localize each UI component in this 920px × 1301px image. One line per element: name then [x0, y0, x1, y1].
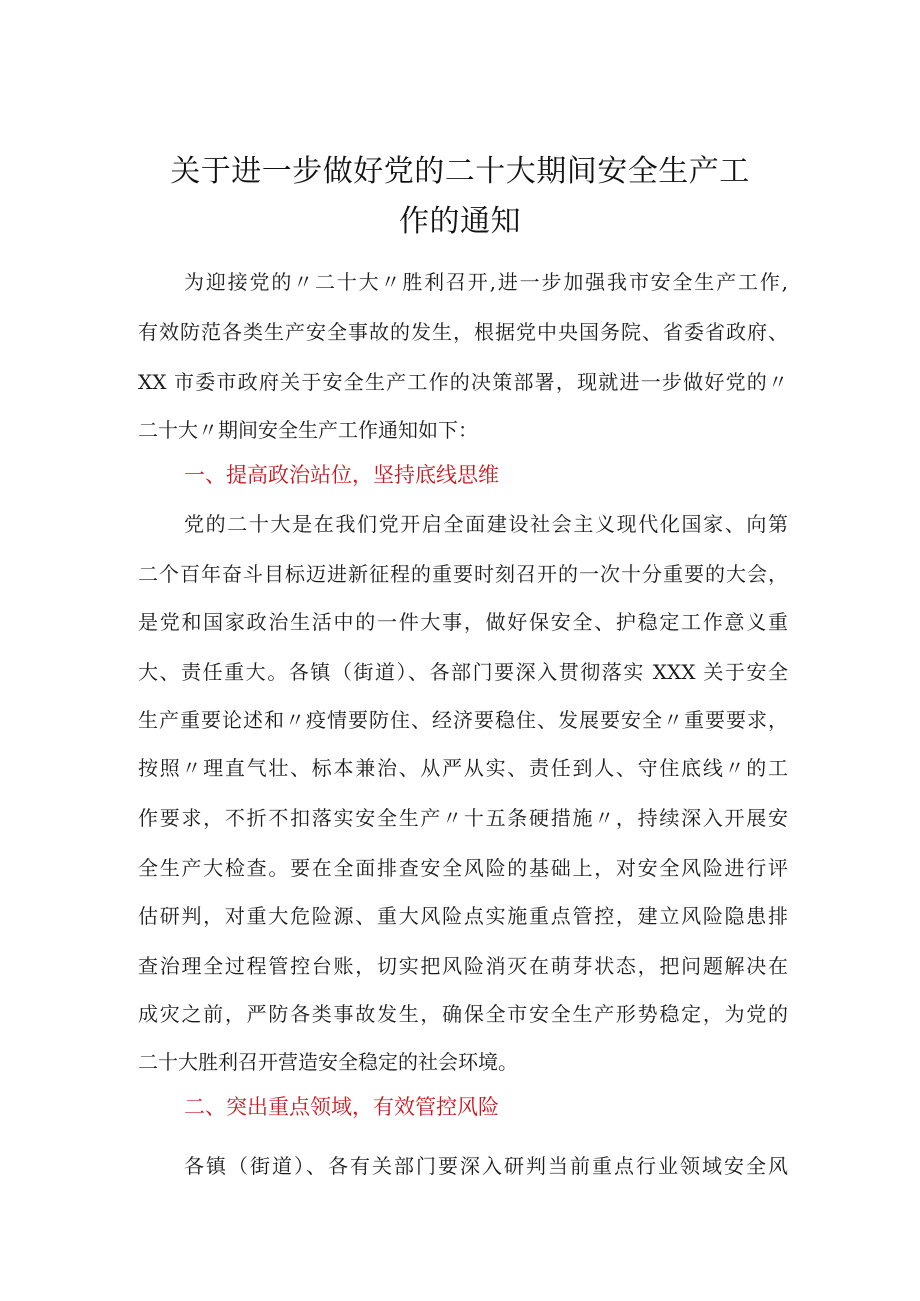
section-heading-2: 二、突出重点领域，有效管控风险 [184, 1095, 499, 1119]
document-title-line-2: 作的通知 [399, 204, 521, 239]
section1-line: 查治理全过程管控台账，切实把风险消灭在萌芽状态，把问题解决在 [138, 954, 788, 978]
intro-line: XX 市委市政府关于安全生产工作的决策部署，现就进一步做好党的〃 [138, 370, 788, 394]
intro-line: 为迎接党的〃二十大〃胜利召开,进一步加强我市安全生产工作, [184, 270, 788, 294]
section-heading-1: 一、提高政治站位，坚持底线思维 [184, 463, 499, 487]
section1-line: 作要求，不折不扣落实安全生产〃十五条硬措施〃，持续深入开展安 [138, 806, 788, 830]
section1-line: 估研判，对重大危险源、重大风险点实施重点管控，建立风险隐患排 [138, 904, 788, 928]
section2-line: 各镇（街道）、各有关部门要深入研判当前重点行业领域安全风 [184, 1154, 788, 1178]
intro-line: 二十大〃期间安全生产工作通知如下： [138, 418, 478, 442]
section1-line: 按照〃理直气壮、标本兼治、从严从实、责任到人、守住底线〃的工 [138, 756, 788, 780]
section1-line: 大、责任重大。各镇（街道）、各部门要深入贯彻落实 XXX 关于安全 [138, 660, 788, 684]
section1-line: 全生产大检查。要在全面排查安全风险的基础上，对安全风险进行评 [138, 856, 788, 880]
section1-line: 二十大胜利召开营造安全稳定的社会环境。 [138, 1050, 518, 1074]
section1-line: 党的二十大是在我们党开启全面建设社会主义现代化国家、向第 [184, 512, 788, 536]
section1-line: 是党和国家政治生活中的一件大事，做好保安全、护稳定工作意义重 [138, 610, 788, 634]
section1-line: 二个百年奋斗目标迈进新征程的重要时刻召开的一次十分重要的大会， [138, 562, 788, 586]
section1-line: 生产重要论述和〃疫情要防住、经济要稳住、发展要安全〃重要要求， [138, 708, 788, 732]
document-title-line-1: 关于进一步做好党的二十大期间安全生产工 [170, 154, 750, 189]
section1-line: 成灾之前，严防各类事故发生，确保全市安全生产形势稳定，为党的 [138, 1002, 788, 1026]
intro-line: 有效防范各类生产安全事故的发生，根据党中央国务院、省委省政府、 [138, 320, 788, 344]
